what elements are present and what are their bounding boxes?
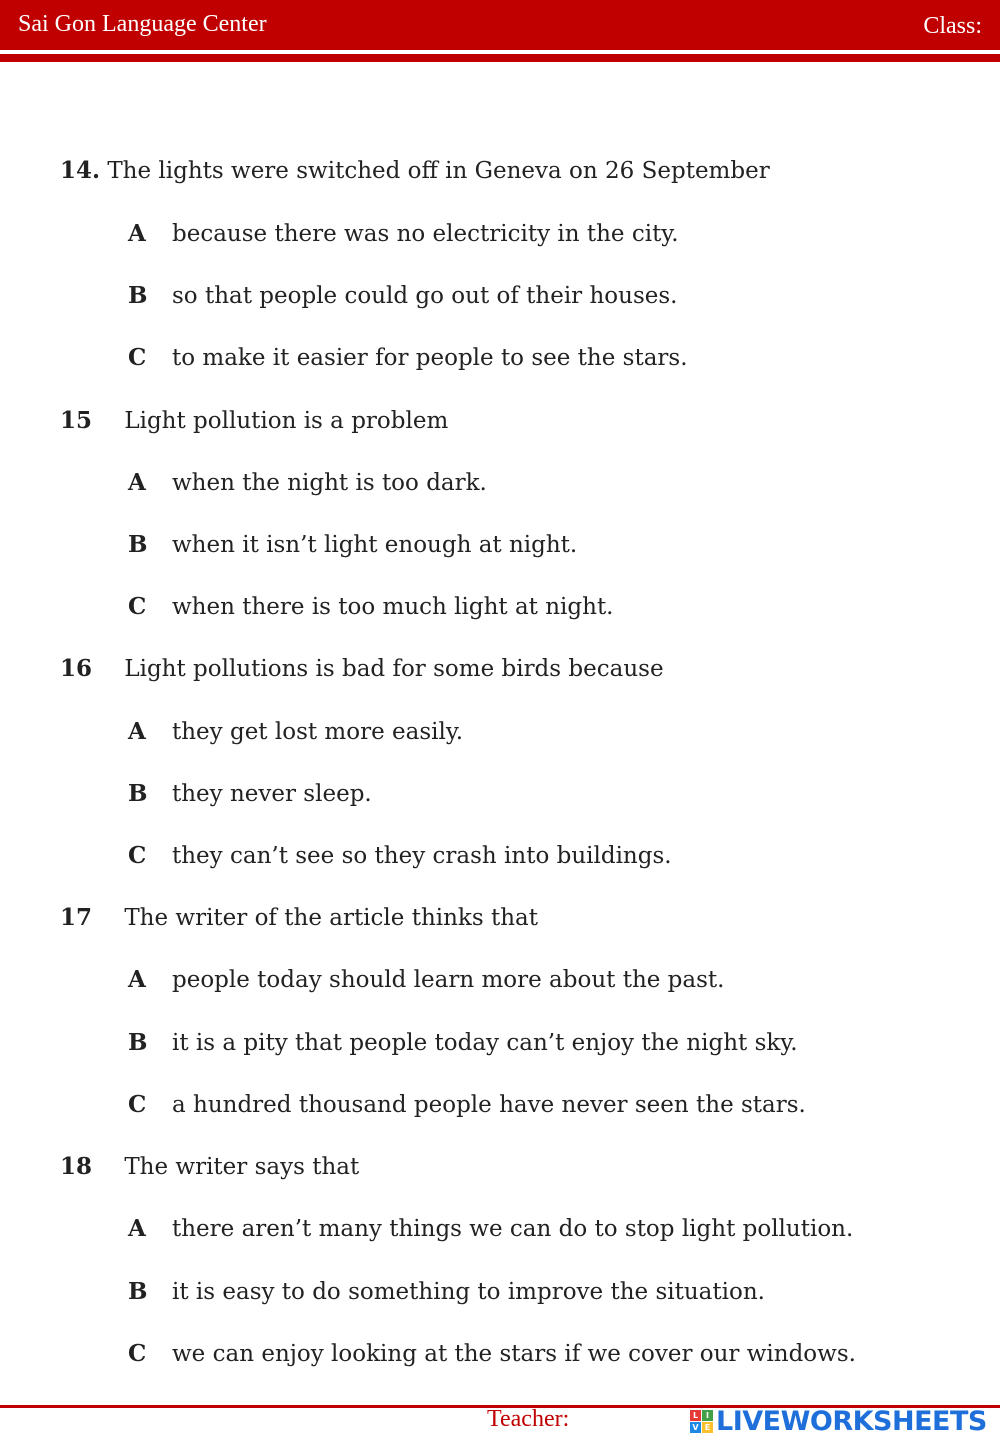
option-15-a[interactable] [128,469,487,496]
option-text: there aren’t many things we can do to stop light pollution. [172,1216,854,1242]
option-15-b[interactable] [128,531,577,558]
option-18-b[interactable] [128,1278,765,1305]
option-text: when the night is too dark. [172,470,487,496]
option-14-b[interactable] [128,282,678,309]
option-letter: A [128,718,146,745]
question-17 [60,904,538,931]
class-label: Class: [923,13,982,39]
option-letter: A [128,1215,146,1242]
option-letter: B [128,780,148,807]
option-letter: C [128,593,147,620]
logo-block-e: E [702,1422,713,1433]
option-18-a[interactable] [128,1215,853,1242]
option-text: to make it easier for people to see the stars. [172,345,688,371]
question-number: 17 [60,904,93,931]
question-18 [60,1153,359,1180]
option-text: a hundred thousand people have never seen the stars. [172,1092,806,1118]
question-14 [60,157,770,184]
question-stem: Light pollutions is bad for some birds because [124,656,664,682]
option-text: when there is too much light at night. [172,594,614,620]
question-number: 15 [60,407,93,434]
option-letter: C [128,344,147,371]
option-text: they get lost more easily. [172,719,464,745]
option-letter: B [128,531,148,558]
option-17-a[interactable] [128,966,724,993]
option-text: we can enjoy looking at the stars if we cover our windows. [172,1341,856,1367]
question-number: 14. [60,157,101,184]
option-text: so that people could go out of their houses. [172,283,678,309]
option-17-b[interactable] [128,1029,798,1056]
option-text: when it isn’t light enough at night. [172,532,578,558]
teacher-label: Teacher: [487,1406,570,1432]
option-letter: B [128,1278,148,1305]
brand-name: LIVEWORKSHEETS [716,1405,987,1437]
question-16 [60,655,664,682]
option-text: because there was no electricity in the city. [172,221,679,247]
center-name: Sai Gon Language Center [18,11,267,37]
option-14-a[interactable] [128,220,679,247]
option-15-c[interactable] [128,593,614,620]
option-16-c[interactable] [128,842,672,869]
question-number: 18 [60,1153,93,1180]
option-text: it is a pity that people today can’t enjoy the night sky. [172,1030,798,1056]
liveworksheets-logo[interactable] [690,1404,987,1438]
option-letter: C [128,1340,147,1367]
question-stem: Light pollution is a problem [124,408,449,434]
option-16-b[interactable] [128,780,372,807]
logo-block-l: L [690,1410,701,1421]
logo-block-v: V [690,1422,701,1433]
option-letter: B [128,282,148,309]
question-stem: The writer of the article thinks that [124,905,538,931]
option-letter: A [128,469,146,496]
option-letter: A [128,966,146,993]
option-text: they can’t see so they crash into buildings. [172,843,672,869]
question-stem: The writer says that [124,1154,360,1180]
option-text: they never sleep. [172,781,372,807]
header-divider [0,54,1000,62]
option-text: people today should learn more about the past. [172,967,725,993]
option-14-c[interactable] [128,344,688,371]
option-text: it is easy to do something to improve the situation. [172,1279,765,1305]
question-15 [60,407,448,434]
question-number: 16 [60,655,93,682]
header-bar [0,0,1000,50]
option-letter: C [128,842,147,869]
option-letter: A [128,220,146,247]
logo-blocks-icon [690,1410,713,1433]
logo-block-i: I [702,1410,713,1421]
option-16-a[interactable] [128,718,463,745]
option-17-c[interactable] [128,1091,806,1118]
question-stem: The lights were switched off in Geneva on 26 September [107,158,770,184]
option-letter: B [128,1029,148,1056]
option-letter: C [128,1091,147,1118]
option-18-c[interactable] [128,1340,856,1367]
